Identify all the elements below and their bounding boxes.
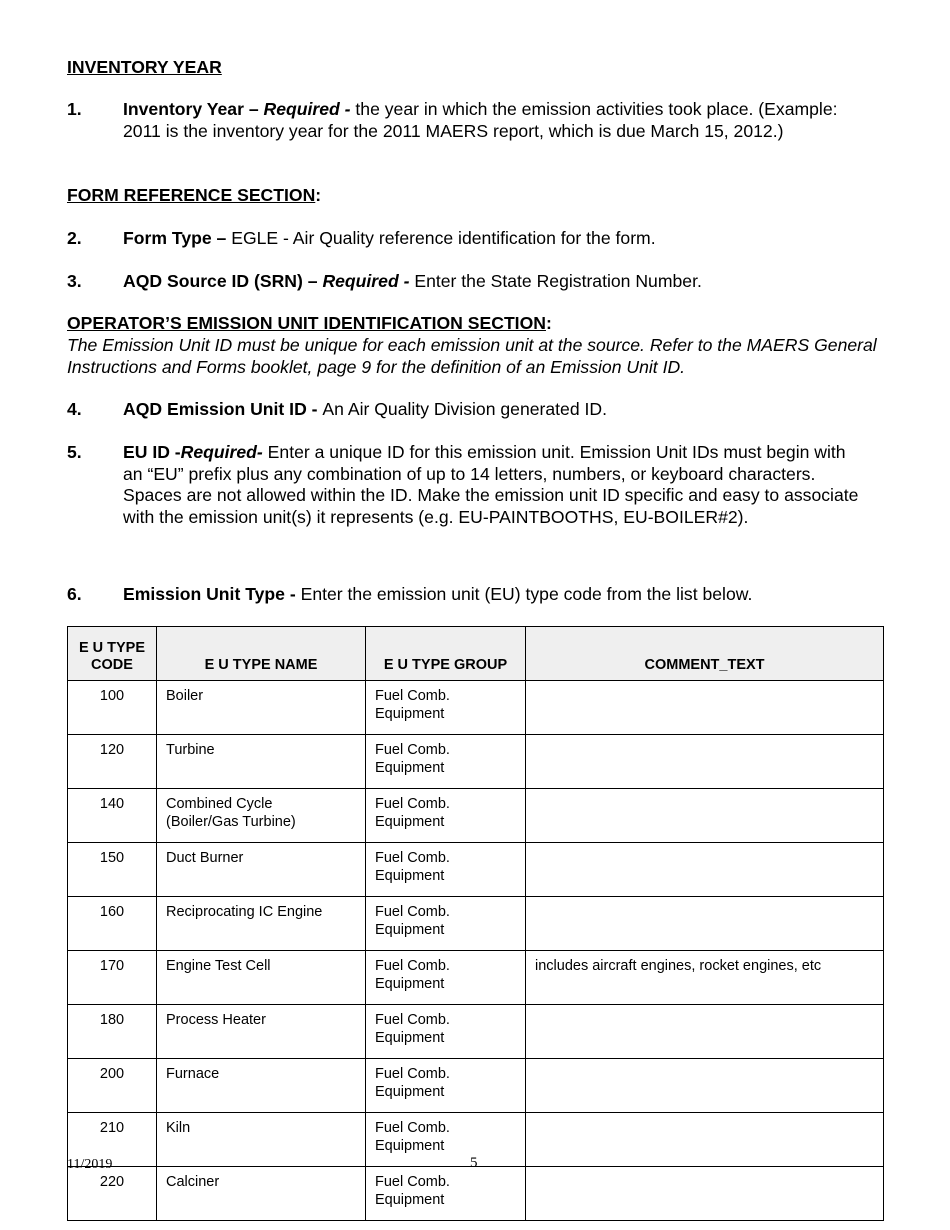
item-1: 1. Inventory Year – Required - the year in which the emission activities took place. (Example: 2011 is the inventory year for the 2011 MAERS report, which is due March 15, 2012.) [67,99,838,141]
header-eu-type-code: E U TYPE CODE [68,627,157,681]
eu-type-name-cell: Boiler [157,681,366,735]
comment-text-cell [526,897,884,951]
eu-type-group-cell: Fuel Comb. Equipment [366,1167,526,1221]
inventory-year-heading: INVENTORY YEAR [67,57,222,77]
item-6: 6. Emission Unit Type - Enter the emission unit (EU) type code from the list below. [67,584,753,604]
operator-section-heading: OPERATOR’S EMISSION UNIT IDENTIFICATION SECTION: [67,313,552,333]
eu-type-code-cell: 200 [68,1059,157,1113]
comment-text-cell [526,1167,884,1221]
table-row [68,1167,884,1221]
comment-text-cell: includes aircraft engines, rocket engines, etc [526,951,884,1005]
eu-type-group-cell: Fuel Comb. Equipment [366,951,526,1005]
table-row [68,843,884,897]
eu-type-code-cell: 170 [68,951,157,1005]
table-row [68,789,884,843]
comment-text-cell [526,735,884,789]
table-row [68,1005,884,1059]
header-eu-type-name: E U TYPE NAME [157,627,366,681]
eu-type-group-cell: Fuel Comb. Equipment [366,789,526,843]
header-comment-text: COMMENT_TEXT [526,627,884,681]
eu-type-name-cell: Reciprocating IC Engine [157,897,366,951]
eu-type-table [67,626,884,1221]
eu-type-name-cell: Turbine [157,735,366,789]
eu-type-code-cell: 140 [68,789,157,843]
comment-text-cell [526,789,884,843]
operator-section-intro: The Emission Unit ID must be unique for each emission unit at the source. Refer to the MAERS General Instructions and Forms booklet, page 9 for the definition of an Emission Unit ID. [67,335,877,377]
eu-type-code-cell: 120 [68,735,157,789]
table-row [68,1059,884,1113]
item-5: 5. EU ID -Required- Enter a unique ID for this emission unit. Emission Unit IDs must begin with an “EU” prefix plus any combination of up to 14 letters, numbers, or keyboard characters. Spaces are not allowed within the ID. Make the emission unit ID specific and easy to associate with the emission unit(s) it represents (e.g. EU-PAINTBOOTHS, EU-BOILER#2). [67,442,859,527]
comment-text-cell [526,1059,884,1113]
footer-date: 11/2019 [67,1157,113,1172]
eu-type-group-cell: Fuel Comb. Equipment [366,897,526,951]
eu-type-name-cell: Combined Cycle (Boiler/Gas Turbine) [157,789,366,843]
eu-type-code-cell: 180 [68,1005,157,1059]
eu-type-group-cell: Fuel Comb. Equipment [366,1005,526,1059]
item-3: 3. AQD Source ID (SRN) – Required - Enter the State Registration Number. [67,271,702,291]
eu-type-code-cell: 160 [68,897,157,951]
comment-text-cell [526,1005,884,1059]
eu-type-group-cell: Fuel Comb. Equipment [366,681,526,735]
eu-type-group-cell: Fuel Comb. Equipment [366,735,526,789]
eu-type-name-cell: Kiln [157,1113,366,1167]
eu-type-code-cell: 210 [68,1113,157,1167]
eu-type-name-cell: Calciner [157,1167,366,1221]
table-header-row [68,627,884,681]
table-row [68,897,884,951]
table-row [68,681,884,735]
comment-text-cell [526,1113,884,1167]
comment-text-cell [526,843,884,897]
page-number: 5 [470,1155,478,1171]
eu-type-code-cell: 100 [68,681,157,735]
eu-type-name-cell: Process Heater [157,1005,366,1059]
item-2: 2. Form Type – EGLE - Air Quality reference identification for the form. [67,228,656,248]
eu-type-name-cell: Duct Burner [157,843,366,897]
header-eu-type-group: E U TYPE GROUP [366,627,526,681]
comment-text-cell [526,681,884,735]
eu-type-group-cell: Fuel Comb. Equipment [366,1113,526,1167]
eu-type-name-cell: Furnace [157,1059,366,1113]
eu-type-code-cell: 150 [68,843,157,897]
eu-type-code-cell: 220 [68,1167,157,1221]
eu-type-group-cell: Fuel Comb. Equipment [366,1059,526,1113]
form-reference-heading: FORM REFERENCE SECTION: [67,185,322,205]
table-row [68,951,884,1005]
eu-type-name-cell: Engine Test Cell [157,951,366,1005]
item-4: 4. AQD Emission Unit ID - An Air Quality Division generated ID. [67,399,607,419]
eu-type-group-cell: Fuel Comb. Equipment [366,843,526,897]
table-row [68,735,884,789]
